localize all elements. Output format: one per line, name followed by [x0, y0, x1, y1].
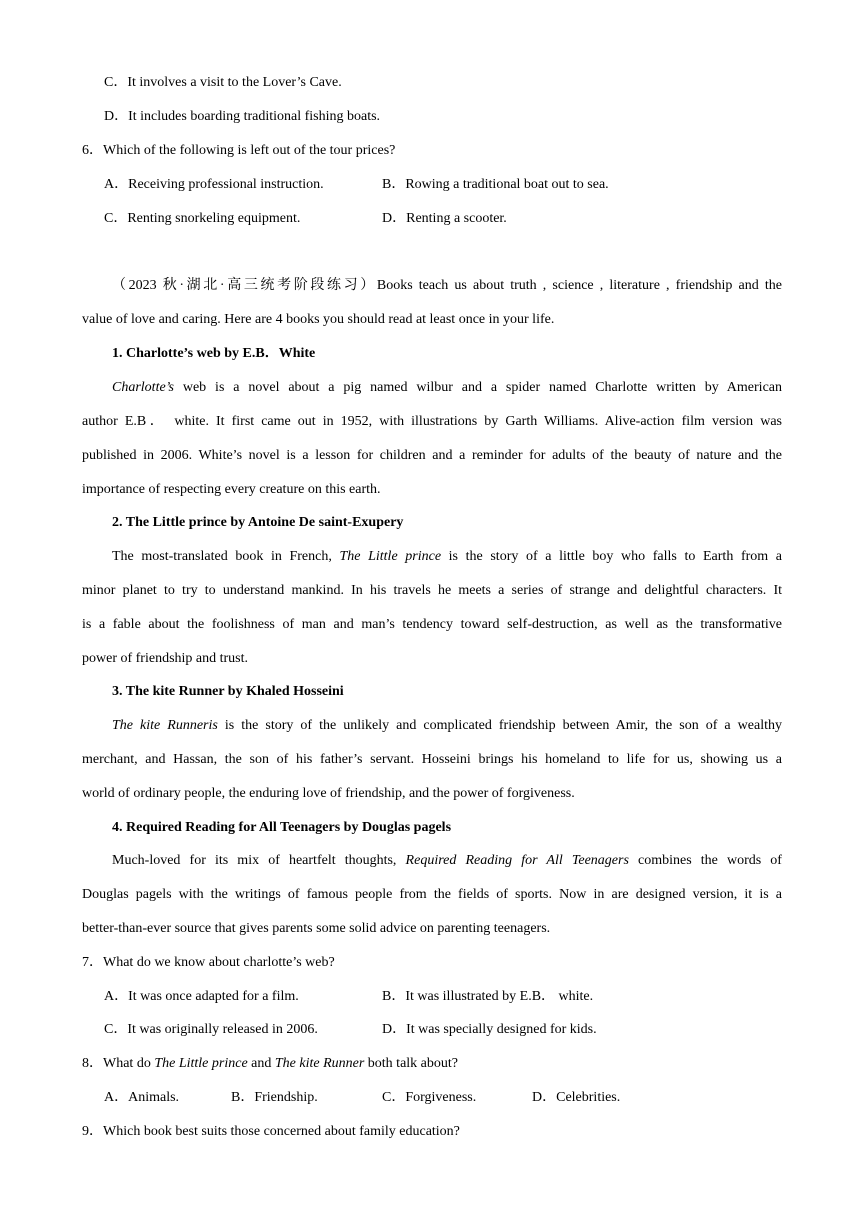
book1-heading: 1. Charlotte’s web by E.B．White	[112, 346, 316, 361]
q8-stem-pre: 8．What do	[82, 1056, 155, 1071]
q5-option-d: D．It includes boarding traditional fishing boats.	[104, 109, 381, 124]
book3-line2: merchant, and Hassan, the son of his father’s servant. Hosseini brings his homeland to life for us, showing us a	[82, 752, 782, 767]
book4-line3: better-than-ever source that gives parents some solid advice on parenting teenagers.	[82, 921, 551, 936]
book4-line2: Douglas pagels with the writings of famous people from the fields of sports. Now in are designed version, it is a	[82, 887, 782, 902]
book2-line1-post: is the story of a little boy who falls to Earth from a	[441, 549, 782, 564]
passage-intro-line2: value of love and caring. Here are 4 books you should read at least once in your life.	[82, 312, 555, 327]
book4-heading: 4. Required Reading for All Teenagers by Douglas pagels	[112, 820, 452, 835]
book2-line3: is a fable about the foolishness of man and man’s tendency toward self-destruction, as well as the transformative	[82, 617, 782, 632]
book4-line1-pre: Much-loved for its mix of heartfelt thoughts,	[112, 853, 406, 868]
book3-line3: world of ordinary people, the enduring love of friendship, and the power of forgiveness.	[82, 786, 575, 801]
book2-line4: power of friendship and trust.	[82, 651, 249, 666]
q8-option-c: C．Forgiveness.	[382, 1090, 477, 1105]
q8-title2-italic: The kite Runner	[274, 1056, 365, 1071]
book2-line1	[112, 547, 782, 567]
q7-option-b: B．It was illustrated by E.B． white.	[382, 989, 594, 1004]
q6-option-a: A．Receiving professional instruction.	[104, 177, 324, 192]
q5-option-c: C．It involves a visit to the Lover’s Cave.	[104, 75, 342, 90]
q6-option-c: C．Renting snorkeling equipment.	[104, 211, 301, 226]
book3-line1-post: is the story of the unlikely and complicated friendship between Amir, the son of a wealthy	[217, 718, 783, 733]
q8-stem-mid: and	[247, 1056, 275, 1071]
q7-option-c: C．It was originally released in 2006.	[104, 1022, 318, 1037]
book3-title-italic: The kite Runneris	[112, 718, 218, 733]
book1-line1-text: web is a novel about a pig named wilbur and a spider named Charlotte written by American	[173, 380, 782, 395]
book1-line1	[112, 378, 782, 398]
book3-line1	[112, 716, 782, 736]
q8-stem-post: both talk about?	[364, 1056, 458, 1071]
q6-stem: 6．Which of the following is left out of the tour prices?	[82, 143, 396, 158]
q9-stem: 9．Which book best suits those concerned about family education?	[82, 1124, 460, 1139]
book2-title-italic: The Little prince	[339, 549, 442, 564]
book4-title-italic: Required Reading for All Teenagers	[405, 853, 629, 868]
q8-stem	[82, 1054, 458, 1074]
q6-option-b: B．Rowing a traditional boat out to sea.	[382, 177, 609, 192]
q7-stem: 7．What do we know about charlotte’s web?	[82, 955, 335, 970]
q8-option-d: D．Celebrities.	[532, 1090, 621, 1105]
q7-option-a: A．It was once adapted for a film.	[104, 989, 299, 1004]
book2-line1-pre: The most-translated book in French,	[112, 549, 340, 564]
passage-intro-line1: （2023 秋·湖北·高三统考阶段练习）Books teach us about truth , science , literature , friendship and the	[112, 278, 782, 293]
q8-title1-italic: The Little prince	[154, 1056, 248, 1071]
book2-line2: minor planet to try to understand mankind. In his travels he meets a series of strange and delightful characters. It	[82, 583, 782, 598]
book4-line1-post: combines the words of	[628, 853, 782, 868]
q6-option-d: D．Renting a scooter.	[382, 211, 507, 226]
q7-option-d: D．It was specially designed for kids.	[382, 1022, 597, 1037]
book1-line4: importance of respecting every creature on this earth.	[82, 482, 381, 497]
book3-heading: 3. The kite Runner by Khaled Hosseini	[112, 684, 344, 699]
book4-line1	[112, 851, 782, 871]
book1-line3: published in 2006. White’s novel is a lesson for children and a reminder for adults of the beauty of nature and the	[82, 448, 782, 463]
q8-option-b: B．Friendship.	[231, 1090, 318, 1105]
book2-heading: 2. The Little prince by Antoine De saint-Exupery	[112, 515, 404, 530]
book1-line2: author E.B． white. It first came out in 1952, with illustrations by Garth Williams. Alive-action film version was	[82, 414, 782, 429]
q8-option-a: A．Animals.	[104, 1090, 180, 1105]
book1-title-italic: Charlotte’s	[112, 380, 174, 395]
